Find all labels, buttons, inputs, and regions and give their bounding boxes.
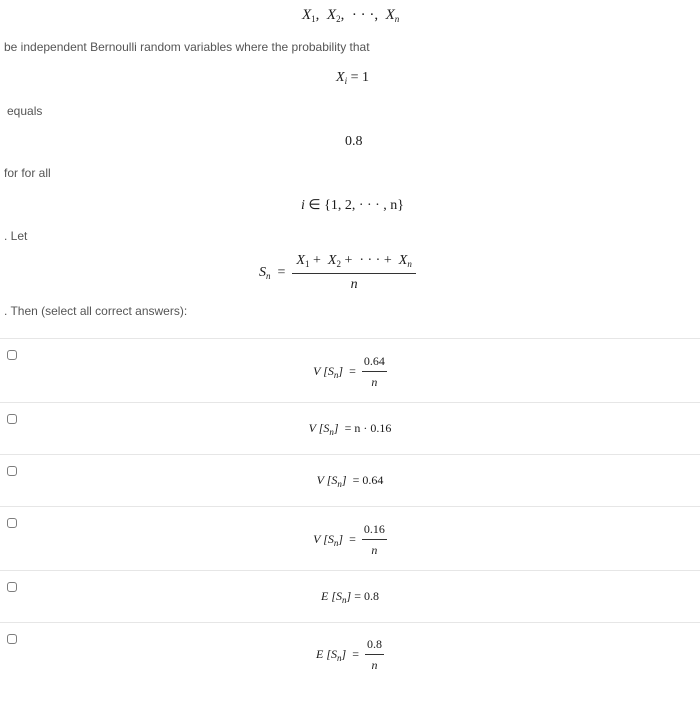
sn-fraction: $\frac{X_1 + X_2 + \cdot \cdot \cdot + X_n}{n}$ xyxy=(292,253,415,293)
equation-xi-equals-1: $X_i = 1$ xyxy=(336,70,369,86)
equation-index-set: i ∈ {1, 2, · · · , n} xyxy=(301,198,405,213)
answer-option-5[interactable]: E $[S_n] = 0.8$ xyxy=(0,570,700,623)
answer-option-4[interactable]: V $[S_n]$ = $\frac{0.16}{n}$ xyxy=(0,506,700,571)
question-text-2: equals xyxy=(7,104,43,118)
question-text-1: be independent Bernoulli random variables where the probability that xyxy=(4,40,370,54)
answer-option-6[interactable]: E $[S_n]$ = $\frac{0.8}{n}$ xyxy=(0,622,700,701)
question-text-5: . Then (select all correct answers): xyxy=(4,304,188,318)
option-1-fraction: $\frac{0.64}{n}$ xyxy=(363,354,385,389)
equation-probability: 0.8 xyxy=(345,134,363,149)
equation-variables: $X_1$, $X_2$, · · ·, $X_n$ xyxy=(302,7,400,24)
equation-sn-definition: $S_n$ = $\frac{X_1 + X_2 + \cdot \cdot \cdot + X_n}{n}$ xyxy=(259,253,416,293)
question-text-4: . Let xyxy=(4,229,28,243)
option-6-fraction: $\frac{0.8}{n}$ xyxy=(366,637,382,672)
answer-option-1[interactable]: V $[S_n]$ = $\frac{0.64}{n}$ xyxy=(0,338,700,402)
answer-option-2[interactable]: V $[S_n] = n \cdot 0.16$ xyxy=(0,402,700,455)
answer-option-3[interactable]: V $[S_n] = 0.64$ xyxy=(0,454,700,507)
option-4-fraction: $\frac{0.16}{n}$ xyxy=(363,522,385,557)
question-text-3: for for all xyxy=(4,166,51,180)
